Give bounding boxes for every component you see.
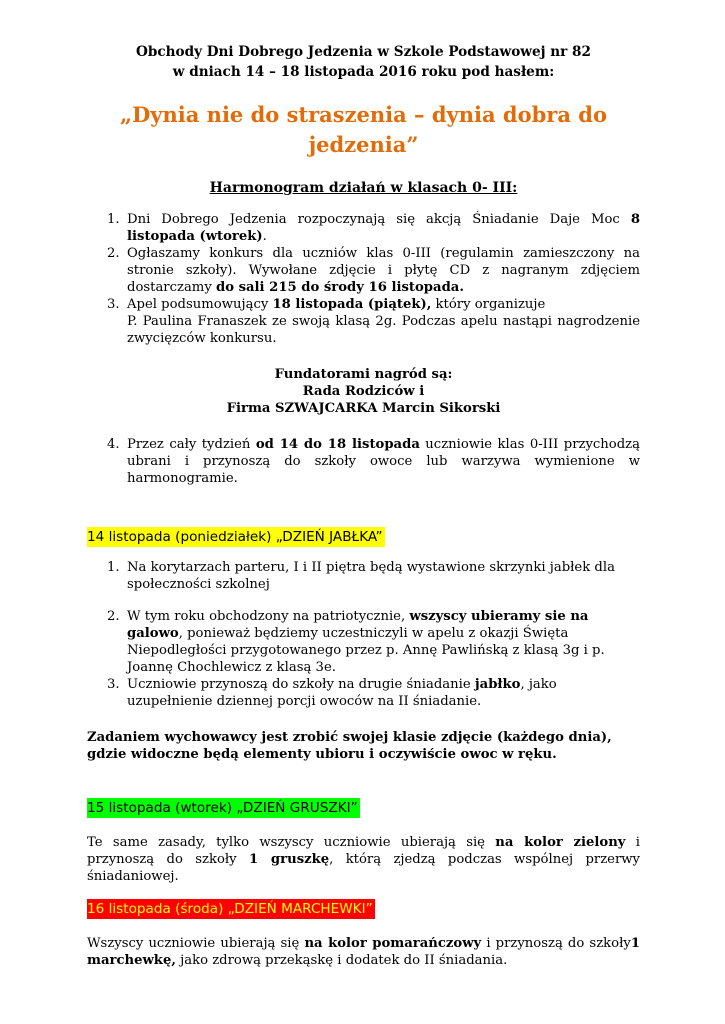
slogan-line-1: „Dynia nie do straszenia – dynia dobra do [120,102,607,127]
sponsor-1: Rada Rodziców i [302,384,425,399]
para-text: Te same zasady, tylko wszyscy uczniowie ubierają się [87,835,496,850]
document-page [87,42,640,969]
item-text: Apel podsumowujący [127,297,273,312]
list-item [107,559,640,593]
list-item [107,608,640,676]
para-text: jako zdrową przekąskę i dodatek do II śniadania. [175,953,508,968]
item-bold: 8 listopada (wtorek) [127,212,640,244]
sponsors-title: Fundatorami nagród są: [274,367,453,382]
item-text: Przez cały tydzień [127,437,256,452]
item-text: uczniowie klas 0-III przychodzą ubrani i przynoszą do szkoły owoce lub warzywa wymienione w harmonogramie. [127,437,640,486]
para-text: i przynoszą do szkoły [87,835,640,867]
teacher-note: Zadaniem wychowawcy jest zrobić swojej klasie zdjęcie (każdego dnia), gdzie widoczne będą elementy ubioru i oczywiście owoc w ręku. [87,730,612,762]
list-number: 4. [107,437,120,452]
header-line-1: Obchody Dni Dobrego Jedzenia w Szkole Podstawowej nr 82 [136,44,591,60]
slogan-line-2: jedzenia” [308,132,419,157]
sponsor-2: Firma SZWAJCARKA Marcin Sikorski [226,401,501,416]
general-list [107,211,640,347]
day-heading-pear: 15 listopada (wtorek) „DZIEŃ GRUSZKI” [87,800,358,816]
schedule-subtitle: Harmonogram działań w klasach 0- III: [209,180,518,196]
item-text: . [262,229,267,244]
list-number: 1. [107,212,120,227]
para-text: i przynoszą do szkoły [481,936,631,951]
item-text: , ponieważ będziemy uczestniczyli w apelu z okazji Święta Niepodległości przygotowanego przez p. Annę Pawlińską z klasą 3g i p. Joannę Chochlewicz z klasą 3e. [127,626,605,675]
list-item [107,676,640,710]
list-number: 3. [107,297,120,312]
item-bold: jabłko [474,677,521,692]
slogan [87,100,640,160]
list-number: 2. [107,246,120,261]
item-text: W tym roku obchodzony na patriotycznie, [127,609,410,624]
item-text: P. Paulina Franaszek ze swoją klasą 2g. Podczas apelu nastąpi nagrodzenie zwycięzców konkursu. [127,314,640,346]
item-bold: do sali 215 do środy 16 listopada. [215,280,464,295]
general-list-continued [107,436,640,487]
item-text: który organizuje [431,297,546,312]
header-line-2: w dniach 14 – 18 listopada 2016 roku pod hasłem: [172,64,555,80]
apple-day-list [107,559,640,710]
para-bold: 1 gruszkę [249,852,330,867]
item-bold: 18 listopada (piątek), [272,297,432,312]
sponsors-block [87,366,640,417]
list-item [107,211,640,245]
list-number: 3. [107,677,120,692]
list-item [107,436,640,487]
item-bold: od 14 do 18 listopada [255,437,420,452]
item-bold: wszyscy ubieramy sie na galowo [127,609,589,641]
day-heading-carrot: 16 listopada (środa) „DZIEŃ MARCHEWKI” [87,901,373,917]
para-text: , którą zjedzą podczas wspólnej przerwy śniadaniowej. [87,852,641,884]
para-bold: na kolor zielony [495,835,626,850]
item-text: Dni Dobrego Jedzenia rozpoczynają się akcją Śniadanie Daje Moc [127,212,631,227]
item-text: Na korytarzach parteru, I i II piętra będą wystawione skrzynki jabłek dla społeczności szkolnej [127,560,615,592]
carrot-day-text [87,935,640,969]
para-bold: 1 marchewkę, [87,936,640,968]
list-item [107,245,640,296]
day-heading-apple: 14 listopada (poniedziałek) „DZIEŃ JABŁKA” [87,529,383,545]
para-text: Wszyscy uczniowie ubierają się [87,936,305,951]
item-text: , jako uzupełnienie dziennej porcji owoców na II śniadanie. [127,677,557,709]
list-number: 2. [107,609,120,624]
para-bold: na kolor pomarańczowy [304,936,482,951]
list-item [107,296,640,347]
item-text: Ogłaszamy konkurs dla uczniów klas 0-III (regulamin zamieszczony na stronie szkoły). Wywołane zdjęcie i płytę CD z nagranym zdjęciem dostarczamy [127,246,640,295]
item-text: Uczniowie przynoszą do szkoły na drugie śniadanie [127,677,475,692]
pear-day-text [87,834,640,885]
list-number: 1. [107,560,120,575]
